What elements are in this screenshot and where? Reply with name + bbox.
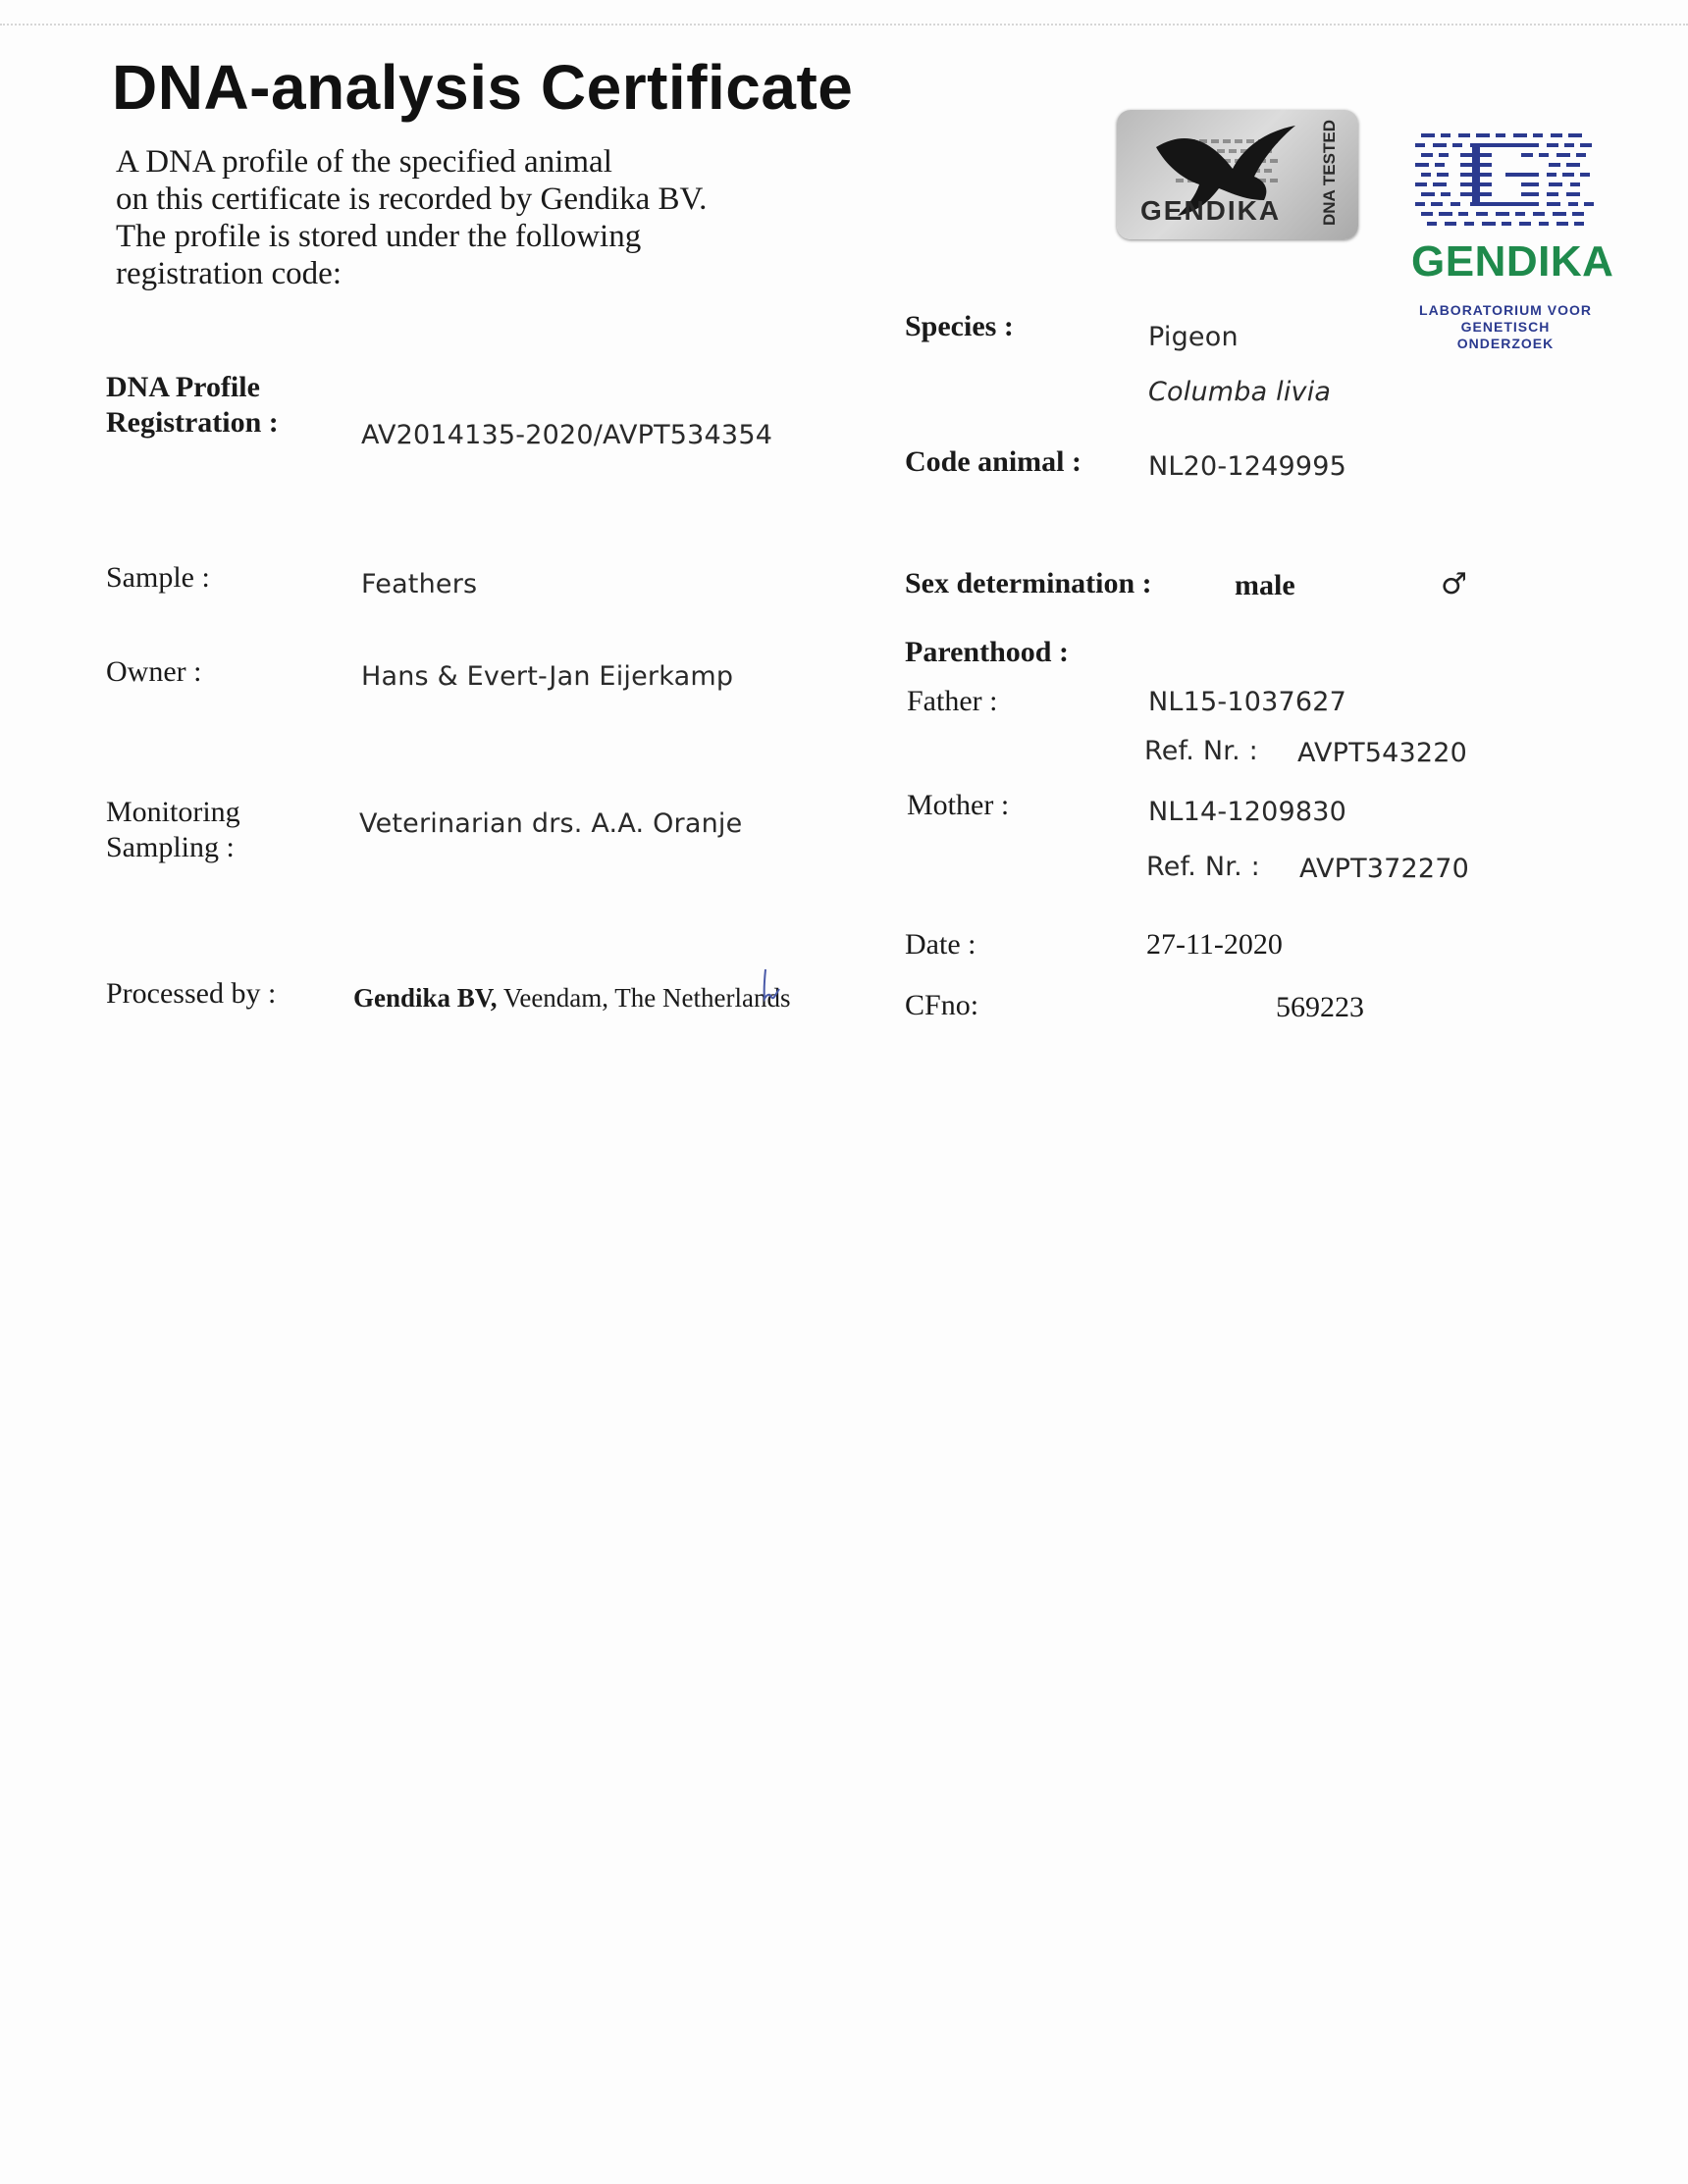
owner-label: Owner : <box>106 655 202 688</box>
processed-value: Gendika BV, Veendam, The Netherlands <box>353 983 791 1013</box>
sample-value: Feathers <box>361 569 478 599</box>
date-label: Date : <box>905 928 976 961</box>
species-value: Pigeon <box>1148 322 1239 352</box>
intro-line: The profile is stored under the following <box>116 219 642 254</box>
gendika-logo <box>1411 126 1614 351</box>
mother-label: Mother : <box>907 789 1010 821</box>
svg-text:DNA TESTED: DNA TESTED <box>1320 120 1339 226</box>
mother-value: NL14-1209830 <box>1148 797 1346 827</box>
father-label: Father : <box>907 685 998 717</box>
intro-line: on this certificate is recorded by Gendika BV. <box>116 182 708 217</box>
signature-mark-icon <box>758 967 783 1007</box>
monitoring-value: Veterinarian drs. A.A. Oranje <box>359 808 743 839</box>
sex-determination-label: Sex determination : <box>905 567 1152 599</box>
code-animal-label: Code animal : <box>905 445 1081 478</box>
mother-ref-value: AVPT372270 <box>1299 854 1470 884</box>
father-ref-value: AVPT543220 <box>1297 738 1468 768</box>
page-top-edge <box>0 24 1688 26</box>
dna-tested-stamp <box>1117 110 1358 239</box>
cfno-value: 569223 <box>1276 991 1364 1023</box>
sample-label: Sample : <box>106 561 210 594</box>
male-symbol-icon: ♂ <box>1441 567 1467 601</box>
mother-ref-label: Ref. Nr. : <box>1146 852 1260 882</box>
intro-line: registration code: <box>116 256 343 291</box>
father-ref-label: Ref. Nr. : <box>1144 736 1258 766</box>
date-value: 27-11-2020 <box>1146 928 1283 961</box>
intro-paragraph <box>116 143 707 292</box>
species-latin: Columba livia <box>1148 377 1332 407</box>
gendika-logo-name: GENDIKA <box>1411 237 1614 286</box>
gendika-logo-subtitle: LABORATORIUM VOOR GENETISCH ONDERZOEK <box>1419 302 1592 351</box>
svg-text:GENDIKA: GENDIKA <box>1140 195 1282 226</box>
parenthood-label: Parenthood : <box>905 636 1069 668</box>
code-animal-value: NL20-1249995 <box>1148 451 1346 482</box>
father-value: NL15-1037627 <box>1148 687 1346 717</box>
processed-label: Processed by : <box>106 977 277 1010</box>
cfno-label: CFno: <box>905 989 979 1021</box>
species-label: Species : <box>905 310 1014 342</box>
registration-value: AV2014135-2020/AVPT534354 <box>361 420 773 450</box>
certificate-title: DNA-analysis Certificate <box>112 52 854 123</box>
owner-value: Hans & Evert-Jan Eijerkamp <box>361 661 734 692</box>
monitoring-label: Monitoring Sampling : <box>106 796 240 863</box>
intro-line: A DNA profile of the specified animal <box>116 144 612 180</box>
pigeon-silhouette-icon <box>1117 110 1358 239</box>
sex-value: male <box>1235 569 1295 601</box>
registration-label: DNA Profile Registration : <box>106 371 279 439</box>
